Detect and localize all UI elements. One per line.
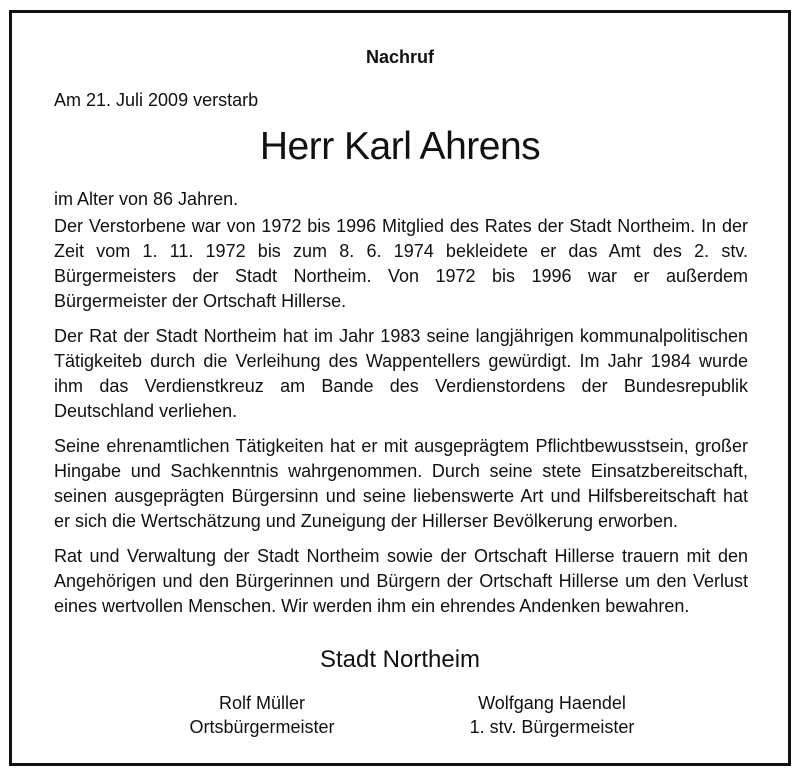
signatory-name: Wolfgang Haendel bbox=[478, 693, 626, 713]
intro-line: Am 21. Juli 2009 verstarb bbox=[54, 90, 259, 110]
signatory-title: 1. stv. Bürgermeister bbox=[469, 717, 635, 737]
paragraph-career: Der Verstorbene war von 1972 bis 1996 Mitglied des Rates der Stadt Northeim. In der Zeit vom 1. 11. 1972 bis zum 8. 6. 1974 bekleidete er das Amt des 2. stv. Bürgermeisters der Stadt Northeim. Von 1972 bis 1996 war er außerdem Bürgermeister der Ortschaft Hillerse. bbox=[54, 216, 748, 311]
deceased-name: Herr Karl Ahrens bbox=[259, 125, 541, 168]
obituary-notice bbox=[9, 10, 791, 766]
paragraph-honors: Der Rat der Stadt Northeim hat im Jahr 1983 seine langjährigen kommunalpolitischen Tätigkeiteb durch die Verleihung des Wappentellers gewürdigt. Im Jahr 1984 wurde ihm das Verdienstkreuz am Bande des Verdienstordens der Bundesrepublik Deutschland verliehen. bbox=[54, 326, 748, 421]
signatory-left bbox=[122, 691, 402, 739]
paragraph-mourning: Rat und Verwaltung der Stadt Northeim sowie der Ortschaft Hillerse trauern mit den Angehörigen und den Bürgerinnen und Bürgern der Ortschaft Hillerse um den Verlust eines wertvollen Menschen. Wir werden ihm ein ehrendes Andenken bewahren. bbox=[54, 546, 748, 616]
signatory-title: Ortsbürgermeister bbox=[189, 717, 335, 737]
signatory-right bbox=[412, 691, 692, 739]
age-line: im Alter von 86 Jahren. bbox=[54, 189, 239, 209]
notice-body bbox=[54, 214, 748, 629]
notice-heading: Nachruf bbox=[365, 47, 434, 67]
signatory-name: Rolf Müller bbox=[218, 693, 306, 713]
organization-name: Stadt Northeim bbox=[319, 646, 481, 673]
paragraph-service: Seine ehrenamtlichen Tätigkeiten hat er mit ausgeprägtem Pflichtbewusstsein, großer Hingabe und Sachkenntnis wahrgenommen. Durch seine stete Einsatzbereitschaft, seinen ausgeprägten Bürgersinn und seine liebenswerte Art und Hilfsbereitschaft hat er sich die Wertschätzung und Zuneigung der Hillerser Bevölkerung erworben. bbox=[54, 436, 748, 531]
